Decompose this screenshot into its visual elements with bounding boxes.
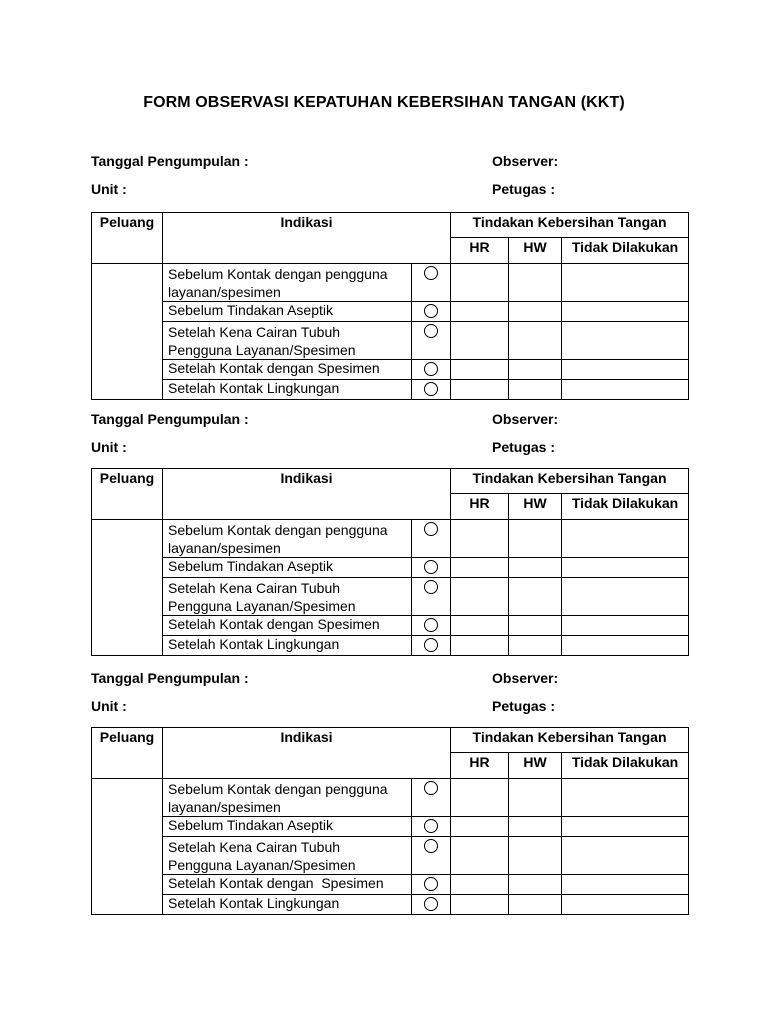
observation-table xyxy=(91,468,689,656)
tidak-dilakukan-cell[interactable] xyxy=(562,779,689,817)
petugas-label: Petugas : xyxy=(492,698,556,714)
indikasi-label: Sebelum Tindakan Aseptik xyxy=(168,817,333,833)
indikasi-radio[interactable] xyxy=(424,266,438,280)
observer-label: Observer: xyxy=(492,153,559,169)
hw-cell[interactable] xyxy=(509,636,562,656)
hr-cell[interactable] xyxy=(451,578,509,616)
indikasi-label: Setelah Kontak dengan Spesimen xyxy=(168,875,384,891)
indikasi-radio[interactable] xyxy=(424,522,438,536)
table-row xyxy=(92,817,689,837)
unit-label: Unit : xyxy=(91,698,127,714)
indikasi-label: Setelah Kena Cairan Tubuh Pengguna Layanan/Spesimen xyxy=(168,839,356,873)
hr-cell[interactable] xyxy=(451,380,509,400)
indikasi-radio[interactable] xyxy=(424,580,438,594)
hr-cell[interactable] xyxy=(451,779,509,817)
indikasi-label: Setelah Kontak dengan Spesimen xyxy=(168,616,380,632)
petugas-label: Petugas : xyxy=(492,439,556,455)
indikasi-radio[interactable] xyxy=(424,638,438,652)
header-tidak-dilakukan: Tidak Dilakukan xyxy=(562,238,689,264)
hr-cell[interactable] xyxy=(451,360,509,380)
header-indikasi: Indikasi xyxy=(163,728,451,779)
hr-cell[interactable] xyxy=(451,302,509,322)
indikasi-label: Sebelum Kontak dengan pengguna layanan/spesimen xyxy=(168,266,388,300)
table-row xyxy=(92,360,689,380)
indikasi-radio[interactable] xyxy=(424,560,438,574)
header-hw: HW xyxy=(509,238,562,264)
header-tidak-dilakukan: Tidak Dilakukan xyxy=(562,494,689,520)
table-row xyxy=(92,578,689,616)
table-row xyxy=(92,264,689,302)
peluang-cell[interactable] xyxy=(92,520,163,656)
hr-cell[interactable] xyxy=(451,837,509,875)
hw-cell[interactable] xyxy=(509,360,562,380)
hr-cell[interactable] xyxy=(451,875,509,895)
tidak-dilakukan-cell[interactable] xyxy=(562,264,689,302)
hr-cell[interactable] xyxy=(451,895,509,915)
tidak-dilakukan-cell[interactable] xyxy=(562,578,689,616)
tanggal-label: Tanggal Pengumpulan : xyxy=(91,670,249,686)
hw-cell[interactable] xyxy=(509,264,562,302)
tanggal-label: Tanggal Pengumpulan : xyxy=(91,411,249,427)
indikasi-radio[interactable] xyxy=(424,819,438,833)
header-peluang: Peluang xyxy=(92,213,163,264)
header-indikasi: Indikasi xyxy=(163,469,451,520)
tidak-dilakukan-cell[interactable] xyxy=(562,360,689,380)
hr-cell[interactable] xyxy=(451,322,509,360)
tidak-dilakukan-cell[interactable] xyxy=(562,875,689,895)
header-indikasi: Indikasi xyxy=(163,213,451,264)
hw-cell[interactable] xyxy=(509,837,562,875)
tidak-dilakukan-cell[interactable] xyxy=(562,380,689,400)
indikasi-radio[interactable] xyxy=(424,382,438,396)
indikasi-label: Sebelum Kontak dengan pengguna layanan/spesimen xyxy=(168,781,388,815)
tidak-dilakukan-cell[interactable] xyxy=(562,616,689,636)
header-hr: HR xyxy=(451,238,509,264)
unit-label: Unit : xyxy=(91,181,127,197)
indikasi-radio[interactable] xyxy=(424,618,438,632)
hw-cell[interactable] xyxy=(509,779,562,817)
indikasi-label: Sebelum Tindakan Aseptik xyxy=(168,302,333,318)
indikasi-radio[interactable] xyxy=(424,877,438,891)
indikasi-label: Setelah Kena Cairan Tubuh Pengguna Layanan/Spesimen xyxy=(168,580,356,614)
table-row xyxy=(92,837,689,875)
header-tidak-dilakukan: Tidak Dilakukan xyxy=(562,753,689,779)
indikasi-radio[interactable] xyxy=(424,839,438,853)
indikasi-label: Setelah Kontak Lingkungan xyxy=(168,380,340,396)
hw-cell[interactable] xyxy=(509,380,562,400)
hw-cell[interactable] xyxy=(509,875,562,895)
table-row xyxy=(92,302,689,322)
table-row xyxy=(92,875,689,895)
indikasi-label: Setelah Kena Cairan Tubuh Pengguna Layanan/Spesimen xyxy=(168,324,356,358)
hr-cell[interactable] xyxy=(451,558,509,578)
hw-cell[interactable] xyxy=(509,520,562,558)
header-peluang: Peluang xyxy=(92,469,163,520)
table-row xyxy=(92,636,689,656)
hw-cell[interactable] xyxy=(509,578,562,616)
header-hr: HR xyxy=(451,753,509,779)
tanggal-label: Tanggal Pengumpulan : xyxy=(91,153,249,169)
header-tindakan: Tindakan Kebersihan Tangan xyxy=(451,469,689,494)
table-row xyxy=(92,322,689,360)
indikasi-radio[interactable] xyxy=(424,304,438,318)
indikasi-label: Setelah Kontak dengan Spesimen xyxy=(168,360,380,376)
tidak-dilakukan-cell[interactable] xyxy=(562,895,689,915)
header-tindakan: Tindakan Kebersihan Tangan xyxy=(451,213,689,238)
tidak-dilakukan-cell[interactable] xyxy=(562,636,689,656)
peluang-cell[interactable] xyxy=(92,779,163,915)
indikasi-radio[interactable] xyxy=(424,781,438,795)
hw-cell[interactable] xyxy=(509,558,562,578)
indikasi-label: Sebelum Kontak dengan pengguna layanan/spesimen xyxy=(168,522,388,556)
table-row xyxy=(92,895,689,915)
indikasi-radio[interactable] xyxy=(424,324,438,338)
header-peluang: Peluang xyxy=(92,728,163,779)
hw-cell[interactable] xyxy=(509,895,562,915)
observation-table xyxy=(91,727,689,915)
petugas-label: Petugas : xyxy=(492,181,556,197)
indikasi-label: Setelah Kontak Lingkungan xyxy=(168,895,340,911)
tidak-dilakukan-cell[interactable] xyxy=(562,520,689,558)
indikasi-label: Setelah Kontak Lingkungan xyxy=(168,636,340,652)
hw-cell[interactable] xyxy=(509,302,562,322)
table-row xyxy=(92,520,689,558)
table-row xyxy=(92,616,689,636)
hr-cell[interactable] xyxy=(451,636,509,656)
observation-table xyxy=(91,212,689,400)
peluang-cell[interactable] xyxy=(92,264,163,400)
hw-cell[interactable] xyxy=(509,616,562,636)
header-hw: HW xyxy=(509,494,562,520)
tidak-dilakukan-cell[interactable] xyxy=(562,302,689,322)
hw-cell[interactable] xyxy=(509,817,562,837)
hr-cell[interactable] xyxy=(451,817,509,837)
tidak-dilakukan-cell[interactable] xyxy=(562,322,689,360)
hw-cell[interactable] xyxy=(509,322,562,360)
table-row xyxy=(92,380,689,400)
hr-cell[interactable] xyxy=(451,520,509,558)
indikasi-radio[interactable] xyxy=(424,362,438,376)
form-title: FORM OBSERVASI KEPATUHAN KEBERSIHAN TANGAN (KKT) xyxy=(143,94,625,111)
table-row xyxy=(92,558,689,578)
observer-label: Observer: xyxy=(492,411,559,427)
header-hr: HR xyxy=(451,494,509,520)
tidak-dilakukan-cell[interactable] xyxy=(562,558,689,578)
hr-cell[interactable] xyxy=(451,264,509,302)
table-row xyxy=(92,779,689,817)
indikasi-label: Sebelum Tindakan Aseptik xyxy=(168,558,333,574)
header-hw: HW xyxy=(509,753,562,779)
header-tindakan: Tindakan Kebersihan Tangan xyxy=(451,728,689,753)
hr-cell[interactable] xyxy=(451,616,509,636)
observer-label: Observer: xyxy=(492,670,559,686)
tidak-dilakukan-cell[interactable] xyxy=(562,817,689,837)
tidak-dilakukan-cell[interactable] xyxy=(562,837,689,875)
indikasi-radio[interactable] xyxy=(424,897,438,911)
unit-label: Unit : xyxy=(91,439,127,455)
